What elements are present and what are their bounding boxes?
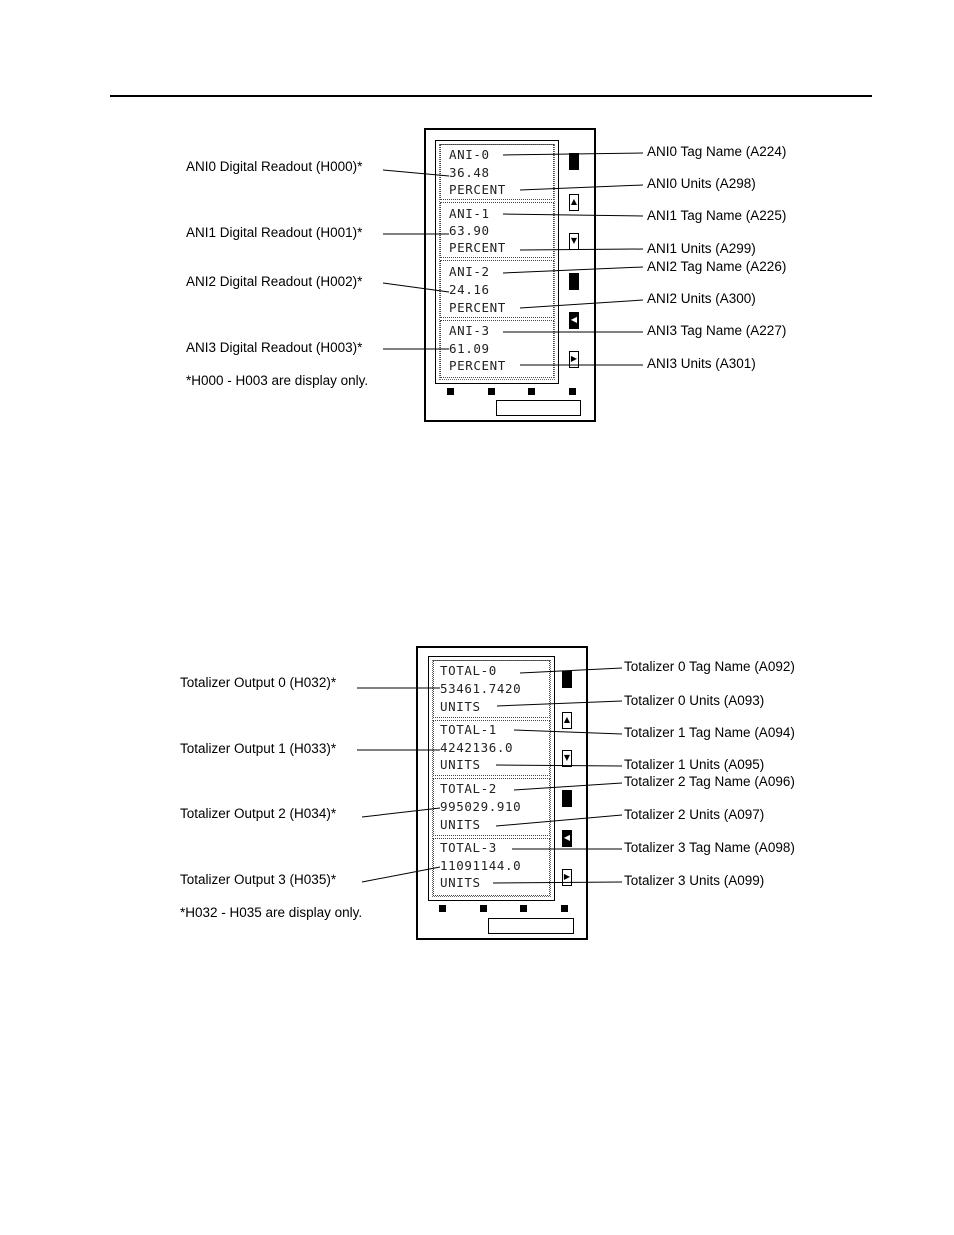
- ani-tag-0: ANI-0: [449, 147, 490, 162]
- leader-totalizer-left-2: [362, 808, 440, 817]
- down-arrow-icon[interactable]: ▼: [562, 750, 572, 767]
- ani-tag-3: ANI-3: [449, 323, 490, 338]
- left-arrow-icon[interactable]: ◀: [569, 312, 579, 329]
- up-arrow-icon[interactable]: ▲: [562, 712, 572, 729]
- left-arrow-icon[interactable]: ◀: [562, 830, 572, 847]
- totalizer-right-label-1: Totalizer 0 Units (A093): [624, 693, 765, 708]
- totalizer-value-2: 995029.910: [440, 799, 522, 814]
- totalizer-right-label-4: Totalizer 2 Tag Name (A096): [624, 774, 795, 789]
- right-arrow-icon[interactable]: ▶: [562, 869, 572, 886]
- leader-totalizer-right-1: [497, 701, 622, 706]
- leader-totalizer-left-3: [362, 867, 440, 882]
- ani-left-label-0: ANI0 Digital Readout (H000)*: [186, 159, 363, 174]
- ani-value-0: 36.48: [449, 165, 490, 180]
- totalizer-left-label-2: Totalizer Output 2 (H034)*: [180, 806, 337, 821]
- leader-ani-right-0: [503, 153, 643, 155]
- leader-ani-left-2: [383, 283, 449, 292]
- leader-totalizer-right-2: [514, 730, 622, 734]
- totalizer-left-label-1: Totalizer Output 1 (H033)*: [180, 741, 337, 756]
- ani-left-label-2: ANI2 Digital Readout (H002)*: [186, 274, 363, 289]
- totalizer-note: *H032 - H035 are display only.: [180, 905, 363, 920]
- totalizer-right-label-0: Totalizer 0 Tag Name (A092): [624, 659, 795, 674]
- leader-totalizer-right-0: [520, 668, 622, 673]
- totalizer-value-0: 53461.7420: [440, 681, 522, 696]
- ani-units-2: PERCENT: [449, 300, 506, 315]
- ani-units-0: PERCENT: [449, 182, 506, 197]
- ani-right-label-6: ANI3 Tag Name (A227): [647, 323, 787, 338]
- totalizer-right-label-3: Totalizer 1 Units (A095): [624, 757, 765, 772]
- ani-left-label-1: ANI1 Digital Readout (H001)*: [186, 225, 363, 240]
- ani-units-1: PERCENT: [449, 240, 506, 255]
- right-arrow-icon[interactable]: ▶: [569, 351, 579, 368]
- leader-ani-right-5: [520, 300, 643, 308]
- ani-right-label-0: ANI0 Tag Name (A224): [647, 144, 787, 159]
- totalizer-tag-1: TOTAL-1: [440, 722, 497, 737]
- ani-units-3: PERCENT: [449, 358, 506, 373]
- leader-totalizer-right-4: [514, 783, 622, 790]
- leader-ani-right-2: [503, 214, 643, 216]
- totalizer-units-1: UNITS: [440, 757, 481, 772]
- totalizer-right-label-7: Totalizer 3 Units (A099): [624, 873, 765, 888]
- ani-right-label-4: ANI2 Tag Name (A226): [647, 259, 787, 274]
- totalizer-right-label-5: Totalizer 2 Units (A097): [624, 807, 765, 822]
- ani-value-1: 63.90: [449, 223, 490, 238]
- leader-ani-right-4: [503, 267, 643, 273]
- totalizer-tag-0: TOTAL-0: [440, 663, 497, 678]
- up-arrow-icon[interactable]: ▲: [569, 194, 579, 211]
- ani-right-label-1: ANI0 Units (A298): [647, 176, 756, 191]
- ani-value-2: 24.16: [449, 282, 490, 297]
- totalizer-left-label-3: Totalizer Output 3 (H035)*: [180, 872, 337, 887]
- totalizer-value-1: 4242136.0: [440, 740, 514, 755]
- ani-tag-1: ANI-1: [449, 206, 490, 221]
- leader-ani-right-1: [520, 185, 643, 190]
- totalizer-value-3: 11091144.0: [440, 858, 522, 873]
- ani-right-label-5: ANI2 Units (A300): [647, 291, 756, 306]
- leader-ani-left-0: [383, 170, 449, 176]
- totalizer-right-label-6: Totalizer 3 Tag Name (A098): [624, 840, 795, 855]
- ani-note: *H000 - H003 are display only.: [186, 373, 369, 388]
- ani-tag-2: ANI-2: [449, 264, 490, 279]
- leader-ani-right-3: [520, 249, 643, 250]
- ani-right-label-7: ANI3 Units (A301): [647, 356, 756, 371]
- ani-right-label-2: ANI1 Tag Name (A225): [647, 208, 787, 223]
- totalizer-units-2: UNITS: [440, 817, 481, 832]
- ani-value-3: 61.09: [449, 341, 490, 356]
- ani-right-label-3: ANI1 Units (A299): [647, 241, 756, 256]
- totalizer-left-label-0: Totalizer Output 0 (H032)*: [180, 675, 337, 690]
- totalizer-units-3: UNITS: [440, 875, 481, 890]
- totalizer-units-0: UNITS: [440, 699, 481, 714]
- totalizer-tag-2: TOTAL-2: [440, 781, 497, 796]
- leader-totalizer-right-5: [496, 815, 622, 826]
- down-arrow-icon[interactable]: ▼: [569, 233, 579, 250]
- ani-left-label-3: ANI3 Digital Readout (H003)*: [186, 340, 363, 355]
- leader-totalizer-right-3: [496, 765, 622, 766]
- totalizer-right-label-2: Totalizer 1 Tag Name (A094): [624, 725, 795, 740]
- totalizer-tag-3: TOTAL-3: [440, 840, 497, 855]
- leader-totalizer-right-7: [493, 882, 622, 883]
